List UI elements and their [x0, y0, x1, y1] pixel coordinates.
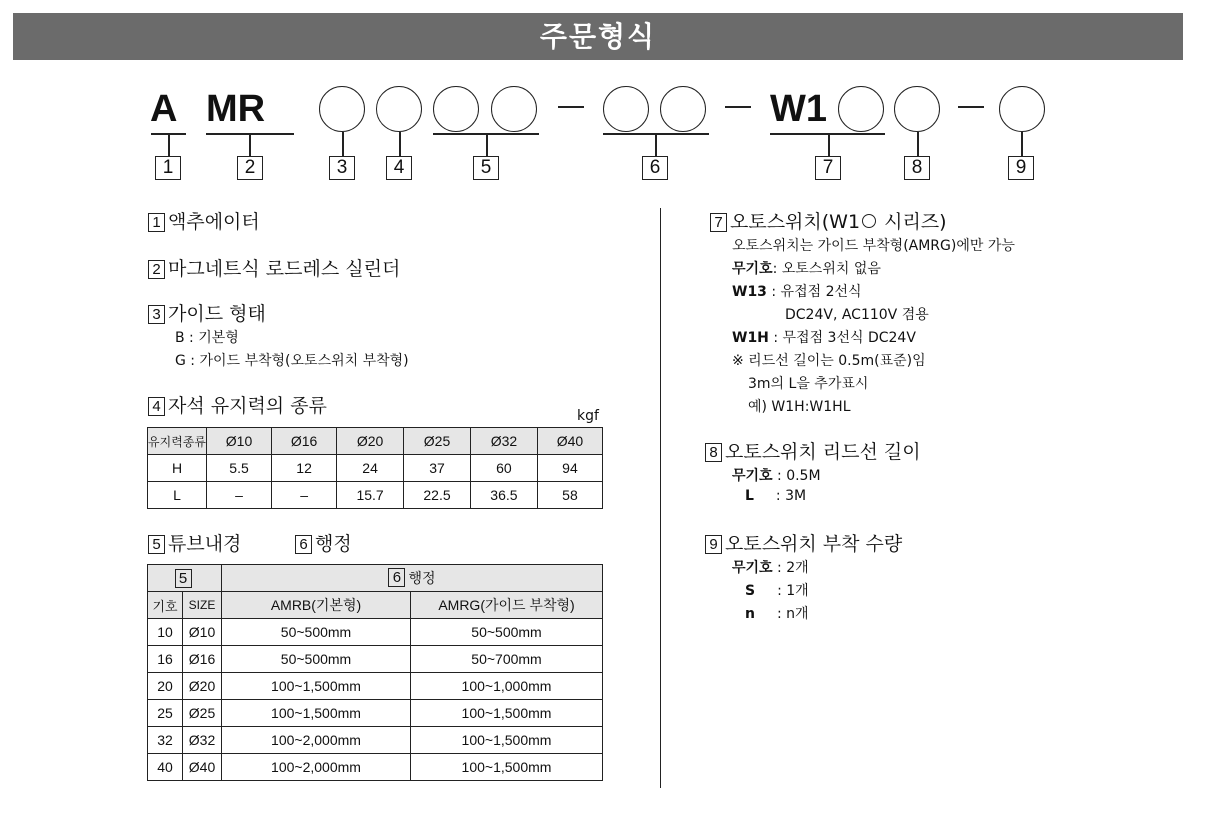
stroke-subheader: AMRG(가이드 부착형) [411, 592, 603, 619]
stroke-table-header-6-label: 행정 [408, 570, 436, 586]
table-row [148, 646, 603, 673]
section-7-line-2 [732, 281, 862, 301]
section-9-line-2-key: S [745, 583, 756, 599]
connector-5 [486, 134, 488, 156]
table-cell: 24 [337, 455, 404, 482]
code-circle-3 [319, 86, 365, 132]
table-cell: 100~2,000mm [222, 727, 411, 754]
section-3-number: 3 [148, 305, 165, 324]
table-cell: 36.5 [470, 482, 537, 509]
table-cell: H [148, 455, 207, 482]
code-box-5: 5 [473, 156, 499, 180]
code-circle-8 [894, 86, 940, 132]
table-cell: Ø10 [183, 619, 222, 646]
stroke-subheader: 기호 [148, 592, 183, 619]
table-cell: Ø40 [183, 754, 222, 781]
code-circle-9 [999, 86, 1045, 132]
table-cell: 5.5 [207, 455, 272, 482]
section-7-line-1-key: 무기호 [732, 261, 773, 277]
stroke-table [147, 564, 603, 781]
section-1-number: 1 [148, 213, 165, 232]
section-7-line-3: DC24V, AC110V 겸용 [785, 307, 929, 323]
code-box-6: 6 [642, 156, 668, 180]
table-cell: 50~700mm [411, 646, 603, 673]
table-cell: 16 [148, 646, 183, 673]
placeholder-circle-icon [862, 214, 876, 228]
table-cell: 40 [148, 754, 183, 781]
section-7-line-6: 3m의 L을 추가표시 [748, 376, 869, 392]
code-circle-6b [660, 86, 706, 132]
stroke-subheader: AMRB(기본형) [222, 592, 411, 619]
table-cell: Ø16 [183, 646, 222, 673]
stroke-subheader: SIZE [183, 592, 222, 619]
table-cell: – [272, 482, 337, 509]
section-8-line-1-key: 무기호 [732, 468, 773, 484]
connector-2 [249, 134, 251, 156]
table-cell: 22.5 [404, 482, 471, 509]
section-3-line-1: B : 기본형 [175, 330, 239, 346]
code-box-9: 9 [1008, 156, 1034, 180]
section-7-line-1-value: : 오토스위치 없음 [772, 261, 881, 277]
connector-6 [655, 134, 657, 156]
holding-force-header: Ø20 [337, 428, 404, 455]
table-cell: 60 [470, 455, 537, 482]
section-8-line-1 [732, 465, 821, 485]
section-9-line-2-value: : 1개 [777, 583, 809, 599]
table-cell: 50~500mm [222, 646, 411, 673]
section-4-number: 4 [148, 397, 165, 416]
code-box-8: 8 [904, 156, 930, 180]
holding-force-header: Ø40 [537, 428, 602, 455]
section-8-label: 오토스위치 리드선 길이 [725, 441, 921, 463]
holding-force-header: Ø16 [272, 428, 337, 455]
section-7-label-a: 오토스위치(W1 [730, 211, 861, 233]
holding-force-table [147, 427, 603, 509]
section-7-number: 7 [710, 213, 727, 232]
section-8-line-1-value: : 0.5M [772, 468, 821, 484]
code-circle-4 [376, 86, 422, 132]
table-cell: 94 [537, 455, 602, 482]
section-7-line-2-value: : 유접점 2선식 [766, 284, 862, 300]
section-8-line-2 [745, 488, 806, 504]
section-8-line-2-key: L [745, 488, 754, 504]
section-5-number: 5 [148, 535, 165, 554]
table-cell: 32 [148, 727, 183, 754]
section-7-line-5: ※ 리드선 길이는 0.5m(표준)임 [732, 353, 926, 369]
table-cell: 25 [148, 700, 183, 727]
table-cell: 100~1,500mm [222, 673, 411, 700]
code-dash-3 [958, 106, 984, 108]
section-8-line-2-value: : 3M [775, 488, 807, 504]
table-cell: Ø20 [183, 673, 222, 700]
code-circle-5a [433, 86, 479, 132]
code-dash-1 [558, 106, 584, 108]
connector-3 [342, 132, 344, 156]
table-row [148, 619, 603, 646]
holding-force-header: Ø32 [470, 428, 537, 455]
section-7-line-4-value: : 무접점 3선식 DC24V [768, 330, 916, 346]
section-9-number: 9 [705, 535, 722, 554]
section-2-number: 2 [148, 260, 165, 279]
table-cell: 12 [272, 455, 337, 482]
section-7-line-2-key: W13 [732, 284, 767, 300]
connector-9 [1021, 132, 1023, 156]
section-6-label: 행정 [315, 533, 352, 555]
section-7-line-1 [732, 258, 881, 278]
table-cell: 50~500mm [411, 619, 603, 646]
section-4-title [148, 391, 327, 418]
page-title: 주문형식 [13, 13, 1183, 60]
stroke-table-header-6 [222, 565, 603, 592]
table-cell: 100~1,500mm [411, 754, 603, 781]
table-cell: 100~1,500mm [411, 727, 603, 754]
section-9-line-3 [745, 603, 809, 623]
code-dash-2 [725, 106, 751, 108]
holding-force-header: Ø25 [404, 428, 471, 455]
section-2-title [148, 254, 400, 281]
table-cell: 100~2,000mm [222, 754, 411, 781]
section-9-label: 오토스위치 부착 수량 [725, 533, 903, 555]
code-circle-5b [491, 86, 537, 132]
section-2-label: 마그네트식 로드레스 실린더 [168, 258, 401, 280]
code-box-2: 2 [237, 156, 263, 180]
code-a: A [150, 88, 178, 130]
section-9-line-1-key: 무기호 [732, 560, 773, 576]
table-cell: 100~1,000mm [411, 673, 603, 700]
table-cell: L [148, 482, 207, 509]
section-7-line-4 [732, 327, 916, 347]
section-5-title [148, 529, 241, 556]
section-9-line-1 [732, 557, 809, 577]
section-1-label: 액추에이터 [168, 211, 260, 233]
stroke-table-header-6-number: 6 [388, 568, 405, 587]
table-cell: 100~1,500mm [411, 700, 603, 727]
table-row [148, 727, 603, 754]
table-cell: Ø32 [183, 727, 222, 754]
holding-force-header: Ø10 [207, 428, 272, 455]
stroke-table-header-5-number: 5 [175, 569, 192, 588]
section-8-number: 8 [705, 443, 722, 462]
stroke-table-header-5 [148, 565, 222, 592]
code-circle-7 [838, 86, 884, 132]
section-3-label: 가이드 형태 [168, 303, 266, 325]
code-circle-6a [603, 86, 649, 132]
table-cell: 15.7 [337, 482, 404, 509]
table-cell: 10 [148, 619, 183, 646]
code-box-1: 1 [155, 156, 181, 180]
section-6-title [295, 529, 352, 556]
column-divider [660, 208, 661, 788]
table-cell: – [207, 482, 272, 509]
section-4-label: 자석 유지력의 종류 [168, 395, 327, 417]
section-7-line-4-key: W1H [732, 330, 769, 346]
section-3-line-2: G : 가이드 부착형(오토스위치 부착형) [175, 353, 409, 369]
connector-4 [399, 132, 401, 156]
table-row [148, 455, 603, 482]
connector-1 [168, 134, 170, 156]
section-4-unit: kgf [577, 408, 599, 424]
table-row [148, 482, 603, 509]
table-cell: 37 [404, 455, 471, 482]
code-box-4: 4 [386, 156, 412, 180]
section-9-line-3-key: n [745, 606, 755, 622]
section-7-note: 오토스위치는 가이드 부착형(AMRG)에만 가능 [732, 238, 1015, 254]
connector-8 [917, 132, 919, 156]
table-cell: 50~500mm [222, 619, 411, 646]
section-7-label-b: 시리즈) [878, 211, 947, 233]
holding-force-header: 유지력종류 [148, 428, 207, 455]
section-7-line-7: 예) W1H:W1HL [748, 399, 851, 415]
section-9-line-3-value: : n개 [776, 606, 809, 622]
table-cell: Ø25 [183, 700, 222, 727]
table-row [148, 700, 603, 727]
section-6-number: 6 [295, 535, 312, 554]
table-cell: 100~1,500mm [222, 700, 411, 727]
code-mr: MR [206, 88, 266, 130]
section-5-label: 튜브내경 [168, 533, 242, 555]
section-3-title [148, 299, 266, 326]
connector-7 [828, 134, 830, 156]
code-w1: W1 [770, 88, 827, 130]
table-cell: 58 [537, 482, 602, 509]
code-box-3: 3 [329, 156, 355, 180]
section-9-line-2 [745, 580, 809, 600]
section-9-line-1-value: : 2개 [772, 560, 809, 576]
section-7-title [710, 207, 947, 234]
code-box-7: 7 [815, 156, 841, 180]
section-9-title [705, 529, 902, 556]
section-1-title [148, 207, 260, 234]
table-row [148, 754, 603, 781]
table-row [148, 673, 603, 700]
table-cell: 20 [148, 673, 183, 700]
section-8-title [705, 437, 921, 464]
